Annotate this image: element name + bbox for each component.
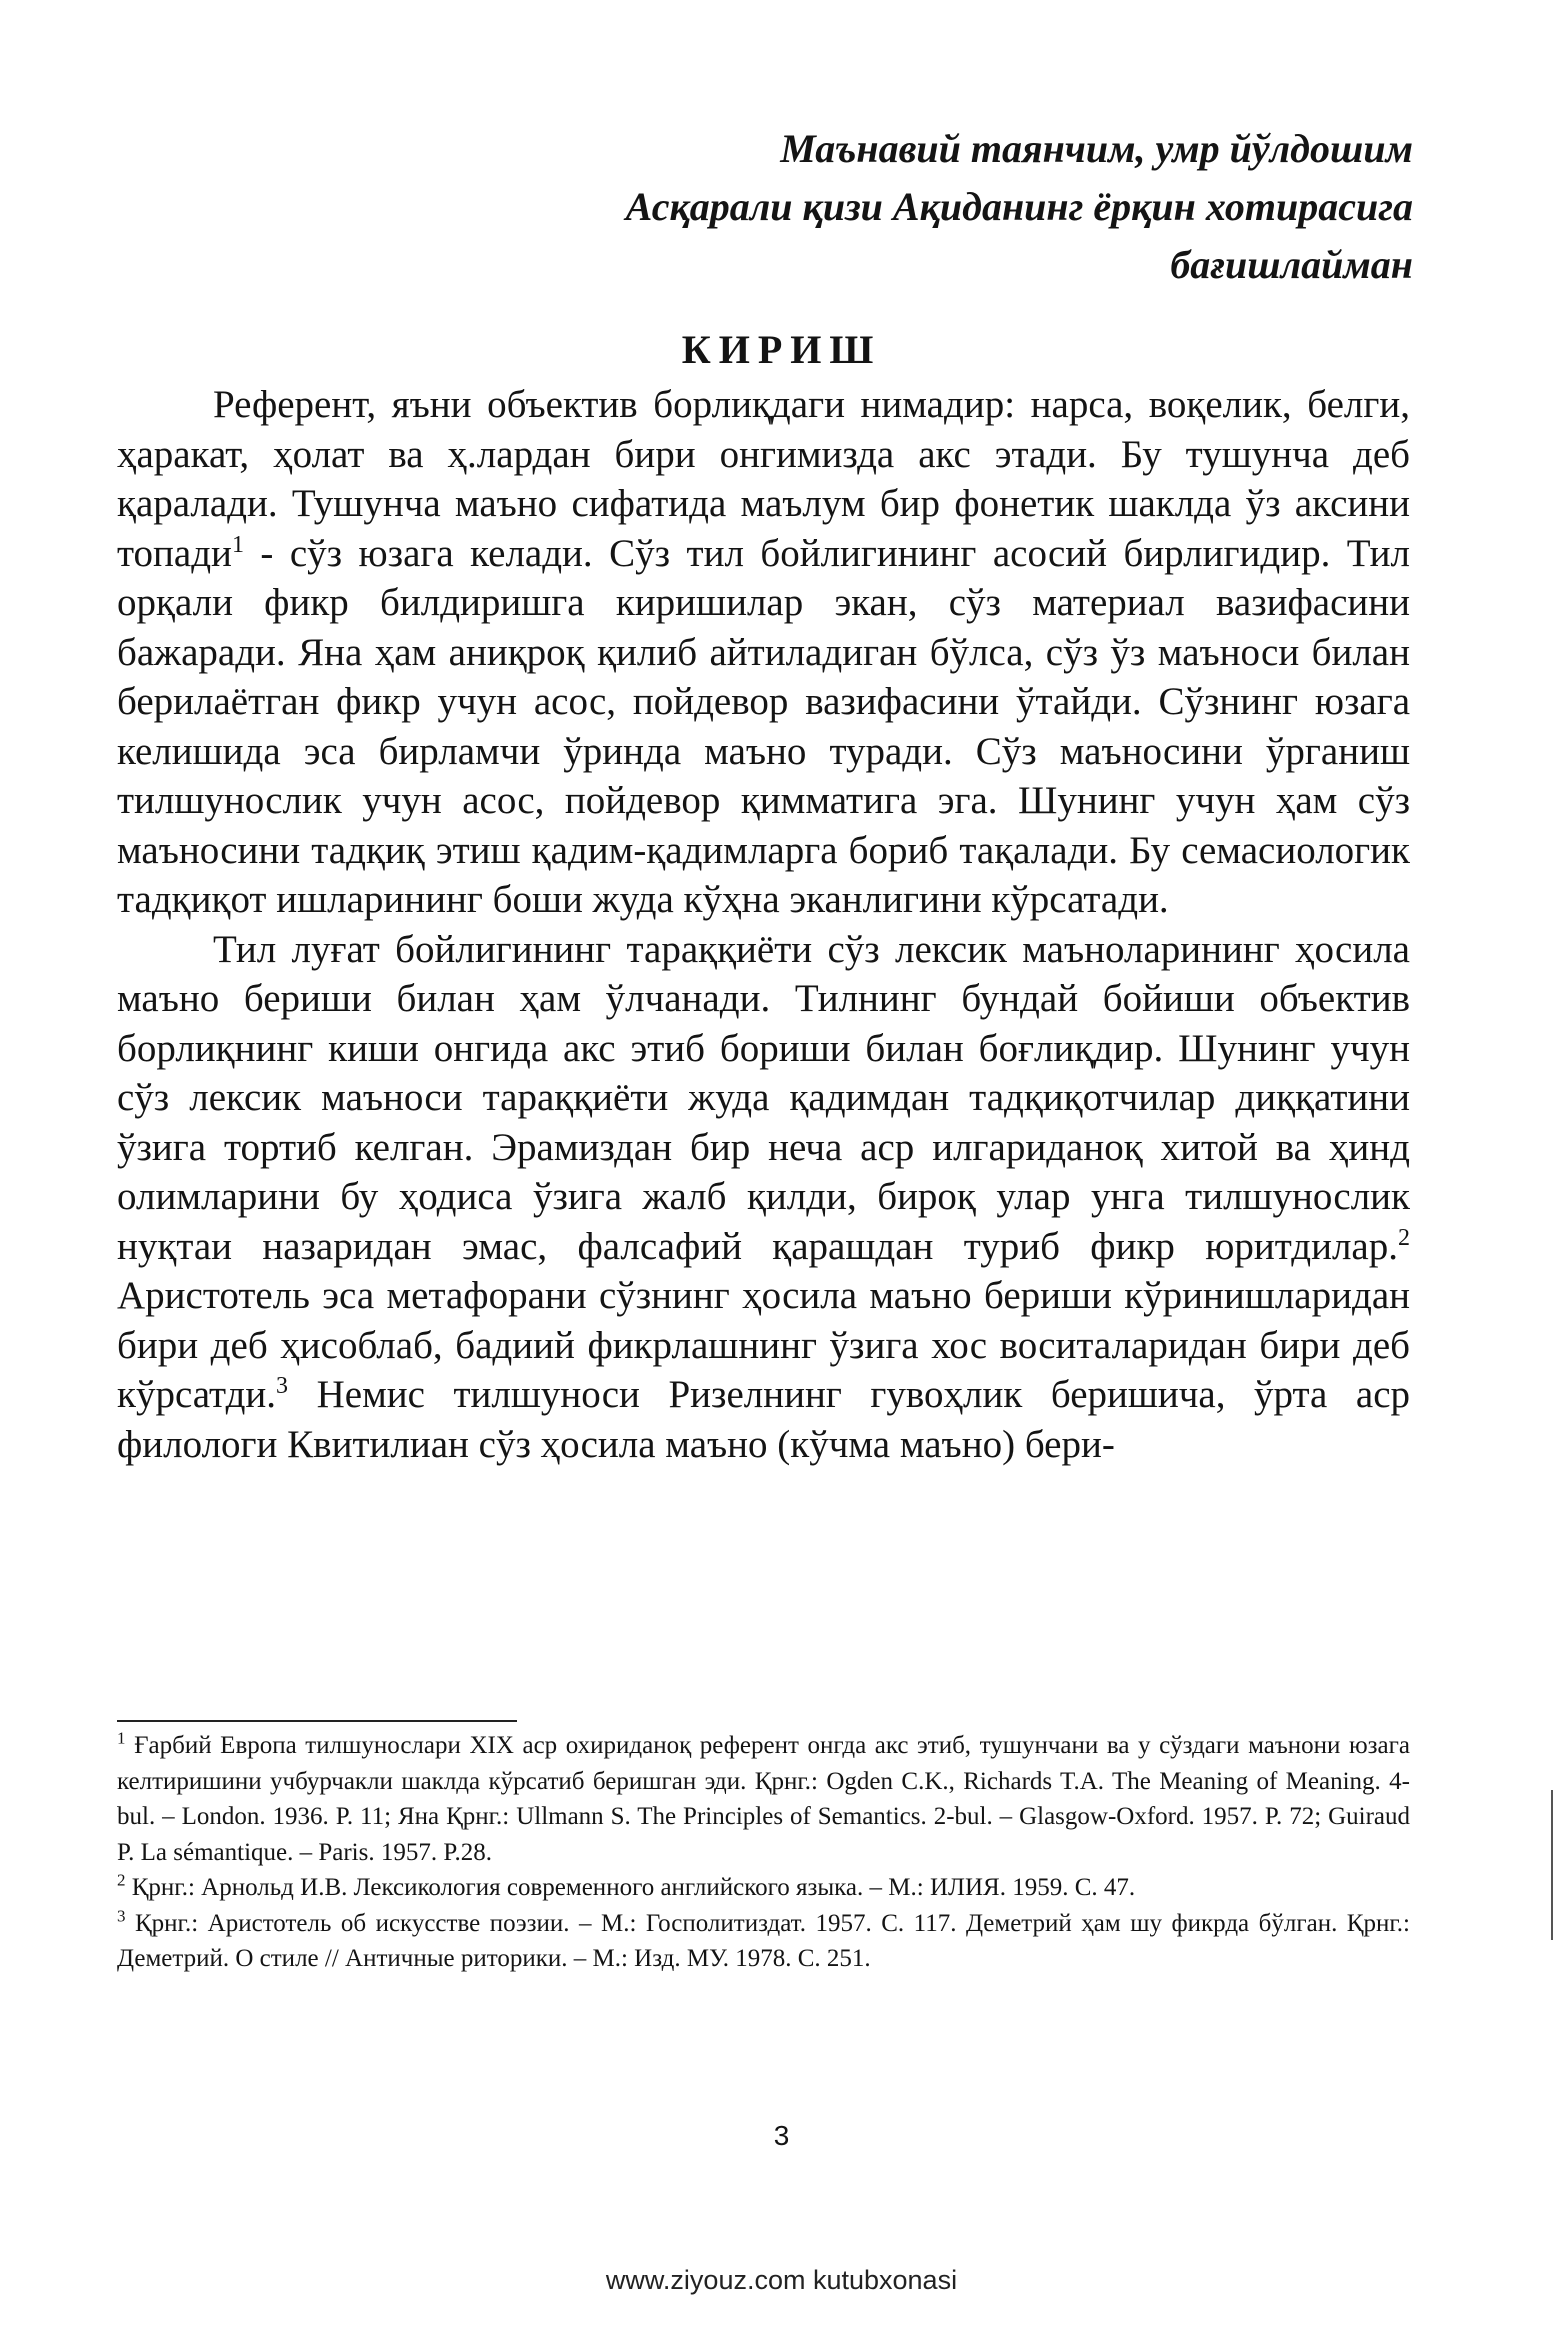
footnote — [117, 1728, 1410, 1870]
footnote-mark: 3 — [117, 1906, 126, 1926]
footnote — [117, 1906, 1410, 1977]
footnote-mark: 1 — [117, 1728, 126, 1748]
dedication-line: бағишлайман — [1170, 242, 1413, 287]
paragraph — [117, 925, 1410, 1470]
paragraph-text: Референт, яъни объектив борлиқдаги нимадир: нарса, воқелик, белги, ҳаракат, ҳолат ва ҳ.лардан бири онгимизда акс этади. Бу тушунча деб қаралади. Тушунча маъно сифатида маълум бир фонетик шаклда ўз аксини топади — [117, 383, 1410, 575]
paragraph — [117, 380, 1410, 925]
footnote-reference[interactable]: 2 — [1398, 1224, 1410, 1251]
scan-edge-mark — [1551, 1790, 1553, 1940]
footnotes — [117, 1728, 1410, 1977]
paragraph-text: Аристотель эса метафорани сўзнинг ҳосила маъно бериши кўринишларидан бири деб ҳисоблаб, бадиий фикрлашнинг ўзига хос воситаларидан бири деб кўрсатди. — [117, 1274, 1410, 1416]
footnote-text: Қрнг.: Арнольд И.В. Лексикология современного английского языка. – М.: ИЛИЯ. 1959. С. 47. — [125, 1874, 1136, 1901]
dedication-line: Асқарали қизи Ақиданинг ёрқин хотирасига — [625, 184, 1413, 229]
paragraph-text: Немис тилшуноси Ризелнинг гувоҳлик беришича, ўрта аср филологи Квитилиан сўз ҳосила маъно (кўчма маъно) бери- — [117, 1373, 1410, 1466]
footnote-reference[interactable]: 3 — [276, 1373, 289, 1399]
footnote-text: Ғарбий Европа тилшунослари XIX аср охириданоқ референт онгда акс этиб, тушунчани ва у сўздаги маънони юзага келтиришини учбурчакли шаклда кўрсатиб беришган эди. Қрнг.: Ogden C.K., Richards T.A. The Meaning of Meaning. 4-bul. – London. 1936. P. 11; Яна Қрнг.: Ullmann S. The Principles of Semantics. 2-bul. – Glasgow-Oxford. 1957. P. 72; Guiraud P. La sémantique. – Paris. 1957. P.28. — [117, 1732, 1410, 1866]
dedication-line: Маънавий таянчим, умр йўлдошим — [780, 126, 1413, 171]
footnote-text: Қрнг.: Аристотель об искусстве поэзии. – М.: Госполитиздат. 1957. С. 117. Деметрий ҳам шу фикрда бўлган. Қрнг.: Деметрий. О стиле // Античные риторики. – М.: Изд. МУ. 1978. С. 251. — [117, 1909, 1410, 1972]
footnote — [117, 1870, 1410, 1906]
footnote-mark: 2 — [117, 1870, 126, 1890]
dedication — [626, 120, 1413, 294]
paragraph-text: - сўз юзага келади. Сўз тил бойлигининг асосий бирлигидир. Тил орқали фикр билдиришга киришилар экан, сўз материал вазифасини бажаради. Яна ҳам аниқроқ қилиб айтиладиган бўлса, сўз ўз маъноси билан берилаётган фикр учун асос, пойдевор вазифасини ўтайди. Сўзнинг юзага келишида эса бирламчи ўринда маъно туради. Сўз маъносини ўрганиш тилшунослик учун асос, пойдевор қимматига эга. Шунинг учун ҳам сўз маъносини тадқиқ этиш қадим-қадимларга бориб тақалади. Бу семасиологик тадқиқот ишларининг боши жуда кўҳна эканлигини кўрсатади. — [117, 531, 1410, 921]
footnote-reference[interactable]: 1 — [231, 531, 244, 558]
body-text — [117, 380, 1410, 1469]
section-heading: КИРИШ — [681, 327, 882, 372]
page-number: 3 — [773, 2120, 790, 2151]
paragraph-text: Тил луғат бойлигининг тараққиёти сўз лексик маъноларининг ҳосила маъно бериши билан ҳам ўлчанади. Тилнинг бундай бойиши объектив борлиқнинг киши онгида акс этиб бориши билан боғлиқдир. Шунинг учун сўз лексик маъноси тараққиёти жуда қадимдан тадқиқотчилар диққатини ўзига тортиб келган. Эрамиздан бир неча аср илгариданоқ хитой ва ҳинд олимларини бу ҳодиса ўзига жалб қилди, бироқ улар унга тилшунослик нуқтаи назаридан эмас, фалсафий қарашдан туриб фикр юритдилар. — [117, 927, 1410, 1268]
site-watermark: www.ziyouz.com kutubxonasi — [605, 2265, 958, 2295]
footnote-divider — [117, 1720, 517, 1722]
